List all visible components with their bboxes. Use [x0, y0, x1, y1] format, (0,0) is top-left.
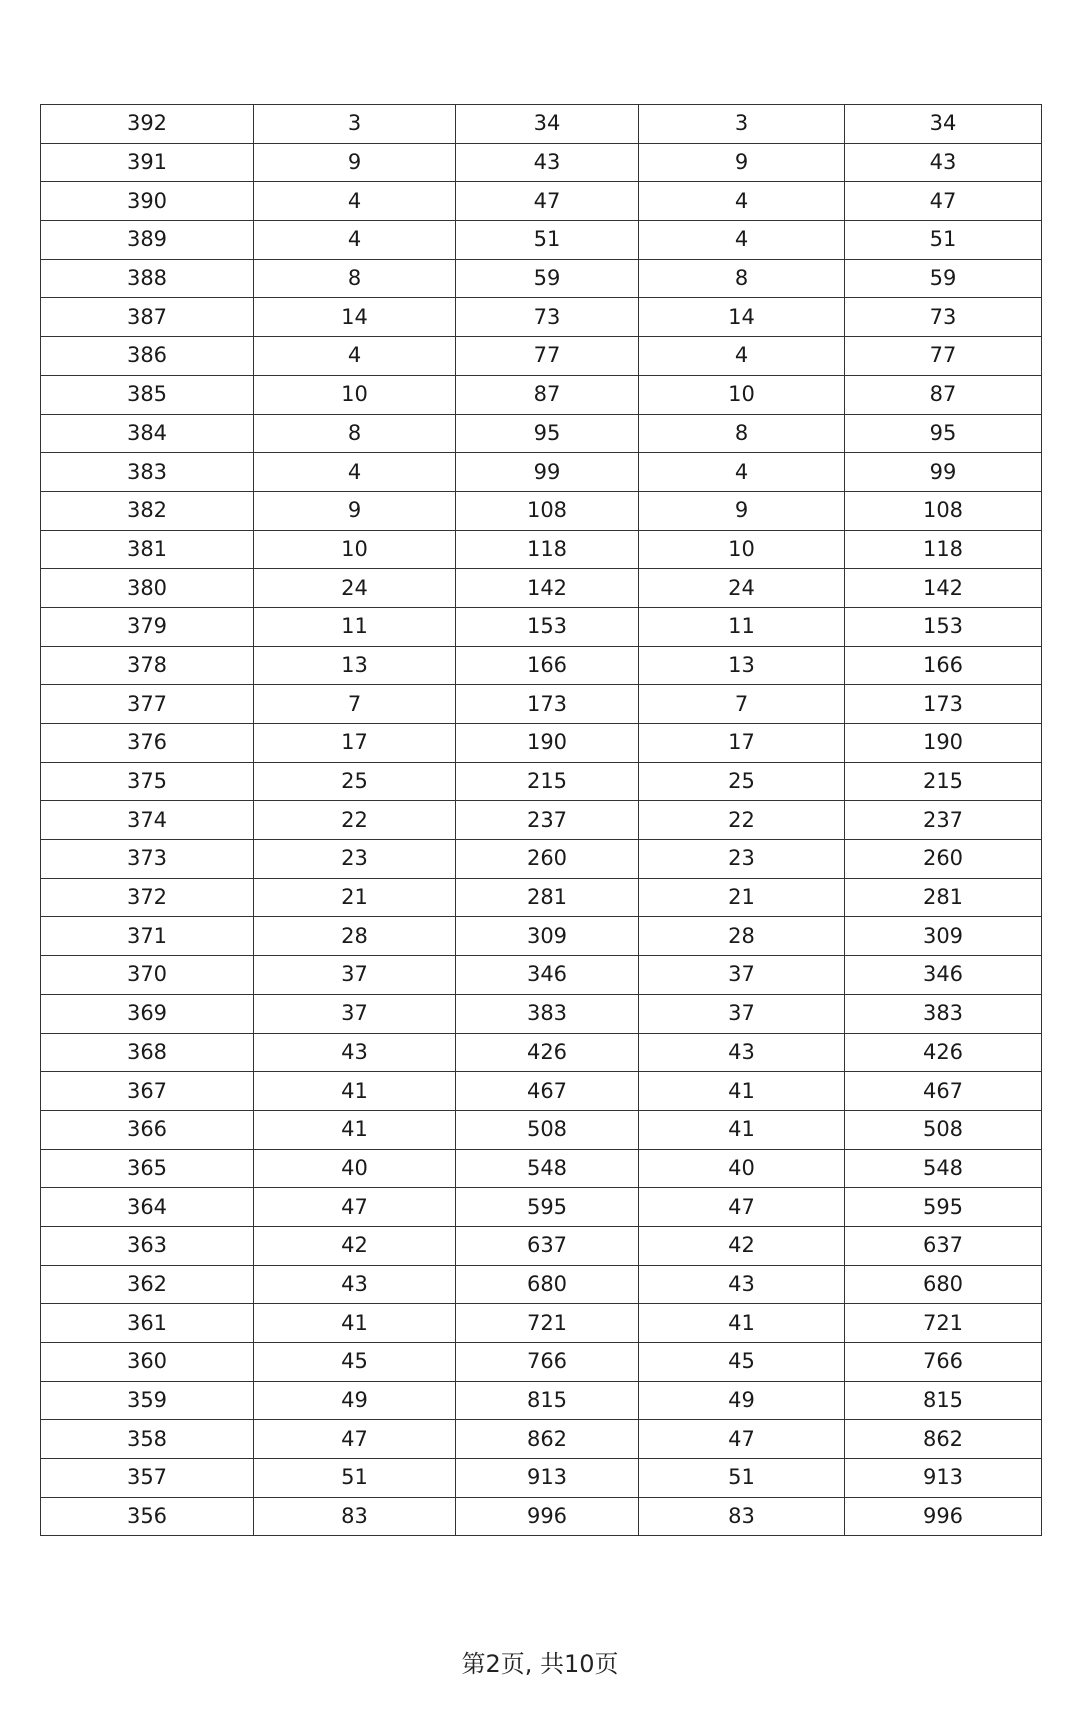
cumulative-cell-2: 913: [845, 1459, 1042, 1498]
cumulative-cell: 215: [456, 762, 639, 801]
count-cell: 3: [254, 105, 456, 144]
cumulative-cell: 87: [456, 375, 639, 414]
cumulative-cell-2: 34: [845, 105, 1042, 144]
cumulative-cell-2: 508: [845, 1110, 1042, 1149]
cumulative-cell: 426: [456, 1033, 639, 1072]
cumulative-cell: 383: [456, 994, 639, 1033]
table-row: [41, 1226, 1042, 1265]
table-body: [41, 105, 1042, 1536]
score-cell: 385: [41, 375, 254, 414]
score-cell: 377: [41, 685, 254, 724]
cumulative-cell: 548: [456, 1149, 639, 1188]
cumulative-cell-2: 383: [845, 994, 1042, 1033]
cumulative-cell: 34: [456, 105, 639, 144]
table-row: [41, 607, 1042, 646]
cumulative-cell: 862: [456, 1420, 639, 1459]
count-cell: 40: [254, 1149, 456, 1188]
table-row: [41, 375, 1042, 414]
score-cell: 370: [41, 956, 254, 995]
count-cell-2: 51: [639, 1459, 845, 1498]
table-row: [41, 414, 1042, 453]
table-row: [41, 337, 1042, 376]
count-cell: 25: [254, 762, 456, 801]
page-number-footer: 第2页, 共10页: [461, 1650, 619, 1678]
score-cell: 386: [41, 337, 254, 376]
table-row: [41, 143, 1042, 182]
cumulative-cell: 260: [456, 840, 639, 879]
cumulative-cell: 173: [456, 685, 639, 724]
count-cell: 4: [254, 337, 456, 376]
score-cell: 373: [41, 840, 254, 879]
score-cell: 391: [41, 143, 254, 182]
table-row: [41, 1343, 1042, 1382]
count-cell-2: 10: [639, 530, 845, 569]
cumulative-cell-2: 215: [845, 762, 1042, 801]
cumulative-cell-2: 237: [845, 801, 1042, 840]
cumulative-cell: 637: [456, 1226, 639, 1265]
count-cell: 8: [254, 259, 456, 298]
count-cell-2: 47: [639, 1188, 845, 1227]
score-cell: 379: [41, 607, 254, 646]
count-cell-2: 4: [639, 337, 845, 376]
cumulative-cell-2: 260: [845, 840, 1042, 879]
count-cell-2: 24: [639, 569, 845, 608]
score-cell: 376: [41, 724, 254, 763]
table-row: [41, 1420, 1042, 1459]
count-cell-2: 37: [639, 956, 845, 995]
table-row: [41, 530, 1042, 569]
score-cell: 384: [41, 414, 254, 453]
count-cell: 43: [254, 1033, 456, 1072]
cumulative-cell: 346: [456, 956, 639, 995]
count-cell-2: 7: [639, 685, 845, 724]
table-row: [41, 685, 1042, 724]
count-cell: 4: [254, 182, 456, 221]
score-distribution-table: [40, 104, 1042, 1536]
count-cell: 10: [254, 375, 456, 414]
cumulative-cell: 166: [456, 646, 639, 685]
score-cell: 375: [41, 762, 254, 801]
score-cell: 388: [41, 259, 254, 298]
score-cell: 358: [41, 1420, 254, 1459]
score-cell: 380: [41, 569, 254, 608]
count-cell-2: 47: [639, 1420, 845, 1459]
count-cell-2: 21: [639, 878, 845, 917]
cumulative-cell-2: 680: [845, 1265, 1042, 1304]
cumulative-cell: 99: [456, 453, 639, 492]
table-row: [41, 453, 1042, 492]
table-row: [41, 724, 1042, 763]
count-cell: 43: [254, 1265, 456, 1304]
cumulative-cell-2: 426: [845, 1033, 1042, 1072]
count-cell: 17: [254, 724, 456, 763]
count-cell-2: 13: [639, 646, 845, 685]
score-cell: 383: [41, 453, 254, 492]
cumulative-cell-2: 815: [845, 1381, 1042, 1420]
table-row: [41, 105, 1042, 144]
cumulative-cell-2: 153: [845, 607, 1042, 646]
table-row: [41, 1381, 1042, 1420]
cumulative-cell: 721: [456, 1304, 639, 1343]
table-row: [41, 182, 1042, 221]
count-cell-2: 9: [639, 143, 845, 182]
score-cell: 372: [41, 878, 254, 917]
count-cell-2: 8: [639, 259, 845, 298]
score-cell: 362: [41, 1265, 254, 1304]
cumulative-cell: 118: [456, 530, 639, 569]
count-cell: 9: [254, 491, 456, 530]
cumulative-cell: 309: [456, 917, 639, 956]
count-cell-2: 3: [639, 105, 845, 144]
cumulative-cell-2: 47: [845, 182, 1042, 221]
table-row: [41, 491, 1042, 530]
table-row: [41, 878, 1042, 917]
cumulative-cell: 467: [456, 1072, 639, 1111]
count-cell-2: 11: [639, 607, 845, 646]
table-row: [41, 1497, 1042, 1536]
score-cell: 364: [41, 1188, 254, 1227]
score-cell: 389: [41, 221, 254, 260]
count-cell-2: 8: [639, 414, 845, 453]
cumulative-cell: 43: [456, 143, 639, 182]
cumulative-cell-2: 166: [845, 646, 1042, 685]
table-row: [41, 994, 1042, 1033]
score-cell: 368: [41, 1033, 254, 1072]
cumulative-cell-2: 59: [845, 259, 1042, 298]
cumulative-cell-2: 51: [845, 221, 1042, 260]
table-row: [41, 1304, 1042, 1343]
cumulative-cell-2: 548: [845, 1149, 1042, 1188]
count-cell: 41: [254, 1304, 456, 1343]
count-cell: 42: [254, 1226, 456, 1265]
cumulative-cell-2: 346: [845, 956, 1042, 995]
count-cell: 21: [254, 878, 456, 917]
table-row: [41, 801, 1042, 840]
count-cell: 23: [254, 840, 456, 879]
count-cell-2: 43: [639, 1033, 845, 1072]
count-cell-2: 42: [639, 1226, 845, 1265]
table-row: [41, 956, 1042, 995]
cumulative-cell-2: 108: [845, 491, 1042, 530]
cumulative-cell: 142: [456, 569, 639, 608]
table-row: [41, 646, 1042, 685]
cumulative-cell: 73: [456, 298, 639, 337]
score-cell: 369: [41, 994, 254, 1033]
table-row: [41, 1149, 1042, 1188]
cumulative-cell-2: 467: [845, 1072, 1042, 1111]
table-row: [41, 840, 1042, 879]
cumulative-cell-2: 142: [845, 569, 1042, 608]
count-cell: 13: [254, 646, 456, 685]
cumulative-cell-2: 766: [845, 1343, 1042, 1382]
cumulative-cell-2: 73: [845, 298, 1042, 337]
score-cell: 374: [41, 801, 254, 840]
table-row: [41, 569, 1042, 608]
score-cell: 382: [41, 491, 254, 530]
score-cell: 381: [41, 530, 254, 569]
cumulative-cell-2: 862: [845, 1420, 1042, 1459]
count-cell-2: 9: [639, 491, 845, 530]
score-cell: 360: [41, 1343, 254, 1382]
score-cell: 367: [41, 1072, 254, 1111]
cumulative-cell-2: 99: [845, 453, 1042, 492]
cumulative-cell: 237: [456, 801, 639, 840]
count-cell: 47: [254, 1188, 456, 1227]
cumulative-cell-2: 173: [845, 685, 1042, 724]
count-cell-2: 41: [639, 1072, 845, 1111]
table-row: [41, 298, 1042, 337]
cumulative-cell: 190: [456, 724, 639, 763]
cumulative-cell: 766: [456, 1343, 639, 1382]
cumulative-cell: 153: [456, 607, 639, 646]
score-cell: 361: [41, 1304, 254, 1343]
cumulative-cell: 281: [456, 878, 639, 917]
count-cell-2: 28: [639, 917, 845, 956]
score-cell: 366: [41, 1110, 254, 1149]
cumulative-cell-2: 77: [845, 337, 1042, 376]
count-cell: 28: [254, 917, 456, 956]
count-cell: 7: [254, 685, 456, 724]
cumulative-cell-2: 87: [845, 375, 1042, 414]
count-cell-2: 4: [639, 453, 845, 492]
count-cell-2: 37: [639, 994, 845, 1033]
cumulative-cell: 595: [456, 1188, 639, 1227]
count-cell-2: 4: [639, 182, 845, 221]
count-cell: 9: [254, 143, 456, 182]
table-row: [41, 259, 1042, 298]
count-cell-2: 17: [639, 724, 845, 763]
count-cell: 4: [254, 221, 456, 260]
cumulative-cell: 680: [456, 1265, 639, 1304]
cumulative-cell: 47: [456, 182, 639, 221]
table-row: [41, 1110, 1042, 1149]
cumulative-cell-2: 996: [845, 1497, 1042, 1536]
count-cell: 8: [254, 414, 456, 453]
table-row: [41, 1188, 1042, 1227]
score-cell: 378: [41, 646, 254, 685]
count-cell-2: 45: [639, 1343, 845, 1382]
count-cell-2: 41: [639, 1304, 845, 1343]
cumulative-cell-2: 721: [845, 1304, 1042, 1343]
cumulative-cell-2: 118: [845, 530, 1042, 569]
count-cell: 22: [254, 801, 456, 840]
cumulative-cell: 108: [456, 491, 639, 530]
table-row: [41, 762, 1042, 801]
cumulative-cell: 913: [456, 1459, 639, 1498]
score-cell: 357: [41, 1459, 254, 1498]
count-cell: 37: [254, 956, 456, 995]
score-cell: 371: [41, 917, 254, 956]
count-cell: 11: [254, 607, 456, 646]
table-row: [41, 1033, 1042, 1072]
count-cell: 37: [254, 994, 456, 1033]
count-cell-2: 23: [639, 840, 845, 879]
count-cell: 41: [254, 1110, 456, 1149]
count-cell: 45: [254, 1343, 456, 1382]
count-cell-2: 40: [639, 1149, 845, 1188]
cumulative-cell: 51: [456, 221, 639, 260]
table-row: [41, 1265, 1042, 1304]
score-cell: 365: [41, 1149, 254, 1188]
cumulative-cell: 996: [456, 1497, 639, 1536]
count-cell-2: 25: [639, 762, 845, 801]
cumulative-cell-2: 309: [845, 917, 1042, 956]
count-cell-2: 83: [639, 1497, 845, 1536]
cumulative-cell-2: 190: [845, 724, 1042, 763]
cumulative-cell-2: 95: [845, 414, 1042, 453]
count-cell-2: 14: [639, 298, 845, 337]
cumulative-cell: 815: [456, 1381, 639, 1420]
count-cell-2: 4: [639, 221, 845, 260]
count-cell-2: 22: [639, 801, 845, 840]
count-cell-2: 43: [639, 1265, 845, 1304]
cumulative-cell: 59: [456, 259, 639, 298]
count-cell-2: 49: [639, 1381, 845, 1420]
count-cell: 24: [254, 569, 456, 608]
cumulative-cell-2: 637: [845, 1226, 1042, 1265]
cumulative-cell: 77: [456, 337, 639, 376]
table-row: [41, 221, 1042, 260]
cumulative-cell-2: 595: [845, 1188, 1042, 1227]
table-row: [41, 1459, 1042, 1498]
count-cell-2: 10: [639, 375, 845, 414]
count-cell: 4: [254, 453, 456, 492]
count-cell: 10: [254, 530, 456, 569]
table-row: [41, 917, 1042, 956]
cumulative-cell-2: 43: [845, 143, 1042, 182]
cumulative-cell: 508: [456, 1110, 639, 1149]
score-cell: 392: [41, 105, 254, 144]
cumulative-cell-2: 281: [845, 878, 1042, 917]
count-cell: 41: [254, 1072, 456, 1111]
score-cell: 356: [41, 1497, 254, 1536]
count-cell: 83: [254, 1497, 456, 1536]
score-cell: 387: [41, 298, 254, 337]
table-row: [41, 1072, 1042, 1111]
score-cell: 359: [41, 1381, 254, 1420]
count-cell: 47: [254, 1420, 456, 1459]
cumulative-cell: 95: [456, 414, 639, 453]
score-cell: 363: [41, 1226, 254, 1265]
count-cell: 51: [254, 1459, 456, 1498]
count-cell: 14: [254, 298, 456, 337]
score-cell: 390: [41, 182, 254, 221]
count-cell: 49: [254, 1381, 456, 1420]
count-cell-2: 41: [639, 1110, 845, 1149]
